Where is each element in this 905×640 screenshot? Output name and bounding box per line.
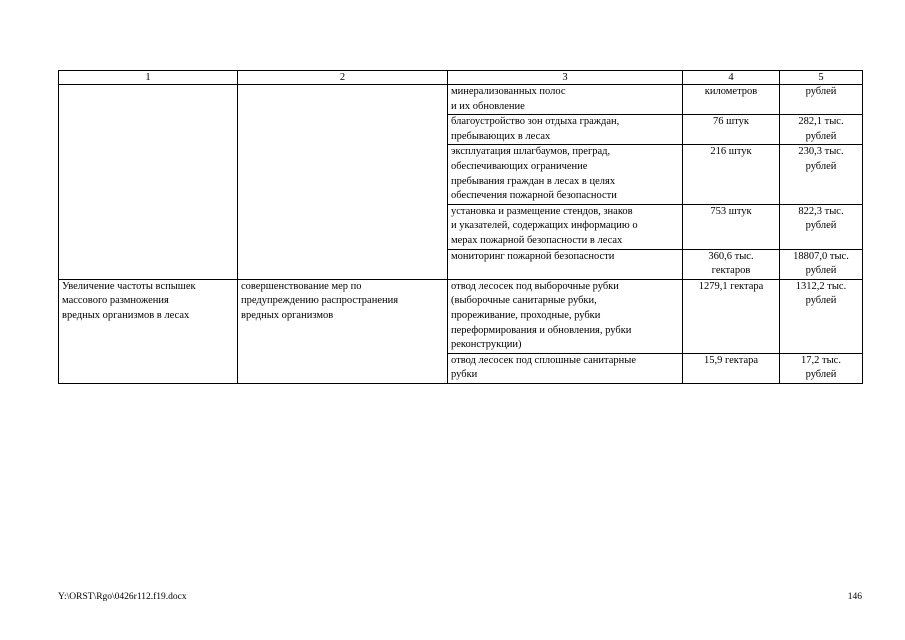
volume-cell: 76 штук	[683, 115, 780, 145]
activity-cell: благоустройство зон отдыха граждан, пребывающих в лесах	[448, 115, 683, 145]
header-cell: 5	[780, 71, 863, 85]
volume-cell: километров	[683, 85, 780, 115]
cost-cell: 1312,2 тыс. рублей	[780, 279, 863, 353]
volume-cell: 216 штук	[683, 145, 780, 204]
table-row	[59, 85, 863, 115]
measure-cell: совершенствование мер по предупреждению распространения вредных организмов	[238, 279, 448, 383]
footer-file-path: Y:\ORST\Rgo\0426r112.f19.docx	[58, 592, 187, 602]
header-cell: 2	[238, 71, 448, 85]
cost-cell: 230,3 тыс. рублей	[780, 145, 863, 204]
cost-cell: 17,2 тыс. рублей	[780, 353, 863, 383]
threat-cell: Увеличение частоты вспышек массового размножения вредных организмов в лесах	[59, 279, 238, 383]
document-table	[58, 70, 863, 384]
header-cell: 1	[59, 71, 238, 85]
activity-cell: эксплуатация шлагбаумов, преград, обеспечивающих ограничение пребывания граждан в лесах в целях обеспечения пожарной безопасности	[448, 145, 683, 204]
header-cell: 3	[448, 71, 683, 85]
page-number: 146	[847, 592, 862, 602]
activity-cell: установка и размещение стендов, знаков и указателей, содержащих информацию о мерах пожарной безопасности в лесах	[448, 204, 683, 249]
volume-cell: 15,9 гектара	[683, 353, 780, 383]
header-cell: 4	[683, 71, 780, 85]
measure-cell	[238, 85, 448, 280]
table-row	[59, 279, 863, 353]
threat-cell	[59, 85, 238, 280]
cost-cell: 18807,0 тыс. рублей	[780, 249, 863, 279]
cost-cell: 282,1 тыс. рублей	[780, 115, 863, 145]
cost-cell: рублей	[780, 85, 863, 115]
volume-cell: 753 штук	[683, 204, 780, 249]
activity-cell: мониторинг пожарной безопасности	[448, 249, 683, 279]
activity-cell: минерализованных полос и их обновление	[448, 85, 683, 115]
cost-cell: 822,3 тыс. рублей	[780, 204, 863, 249]
volume-cell: 360,6 тыс. гектаров	[683, 249, 780, 279]
activity-cell: отвод лесосек под выборочные рубки (выборочные санитарные рубки, прореживание, проходные, рубки переформирования и обновления, рубки реконструкции)	[448, 279, 683, 353]
activity-cell: отвод лесосек под сплошные санитарные рубки	[448, 353, 683, 383]
header-row	[59, 71, 863, 85]
volume-cell: 1279,1 гектара	[683, 279, 780, 353]
